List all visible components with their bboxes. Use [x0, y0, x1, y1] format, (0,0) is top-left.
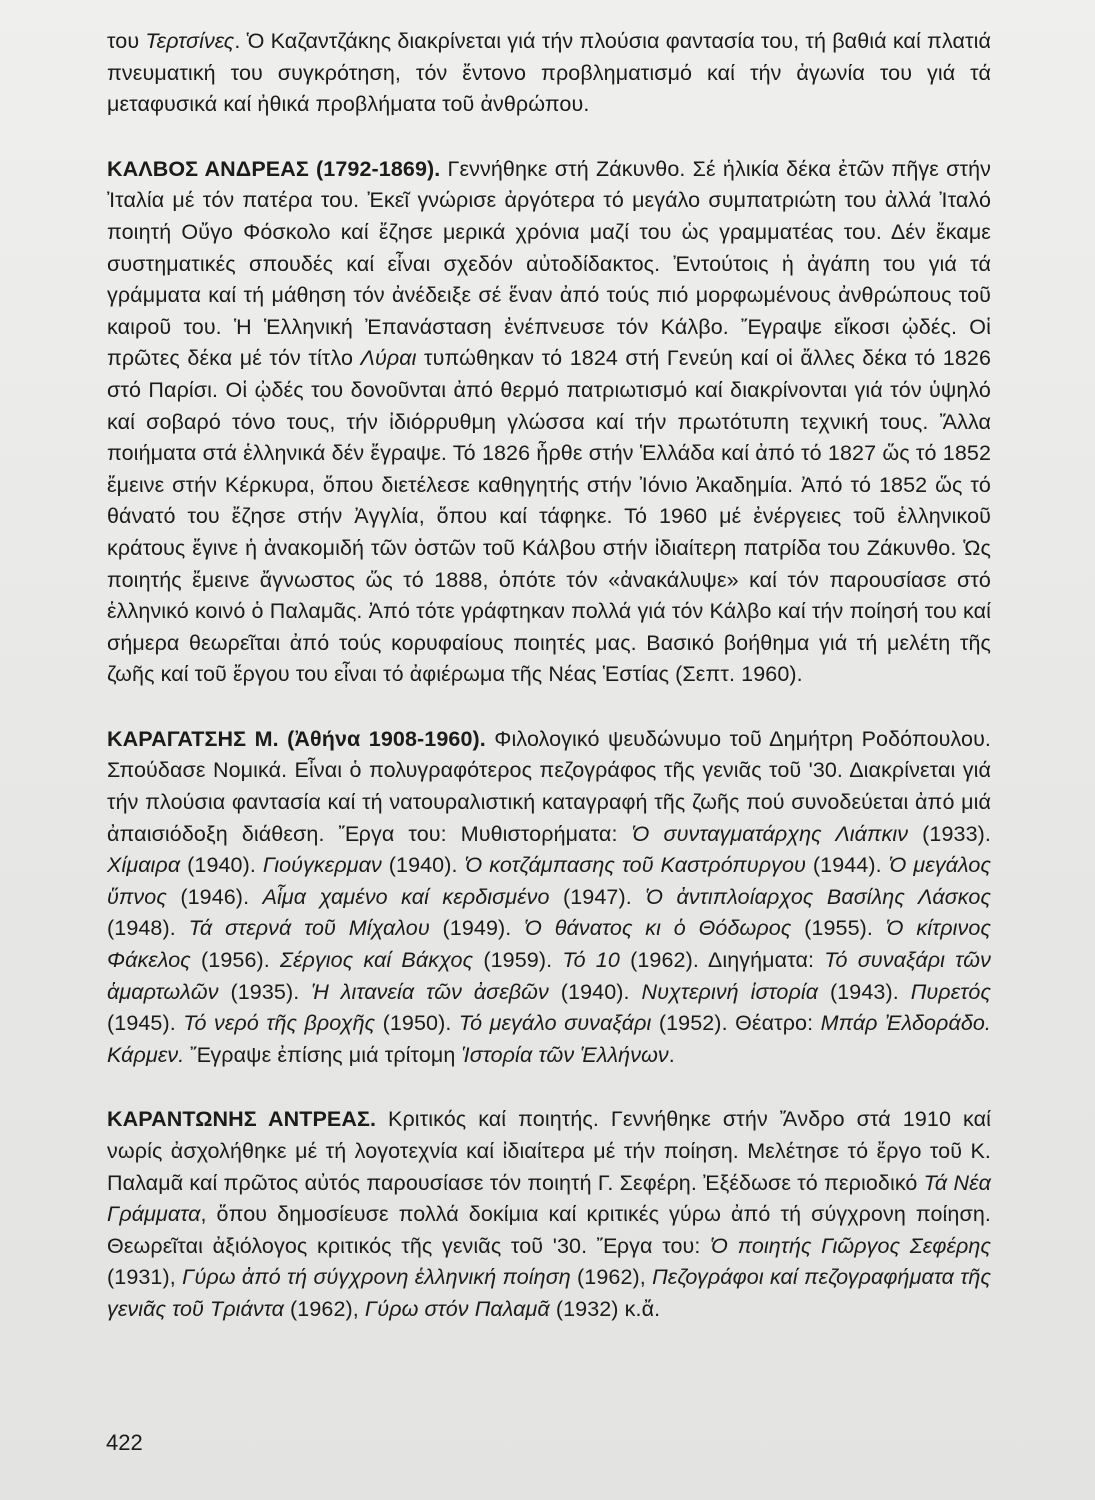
entry-kalvos: [107, 154, 991, 691]
entry-body: , ὅπου δημοσίευσε πολλά δοκίμια καί κριτικές γύρω ἀπό τή σύγχρονη ποίηση. Θεωρεῖται ἀξιόλογος κριτικός τῆς γενιᾶς τοῦ '30. Ἔργα του:: [107, 1202, 991, 1258]
intro-text-1: του: [107, 29, 146, 53]
work-year: (1933).: [908, 821, 991, 846]
work-title: Πεζογράφοι καί πεζογραφήματα τῆς γενιᾶς τοῦ Τριάντα: [107, 1265, 991, 1321]
work-title: Ὁ μεγάλος ὕπνος: [107, 853, 992, 909]
work-title: Μπάρ Ἐλδοράδο. Κάρμεν.: [107, 1011, 992, 1067]
work-title: Ὁ ποιητής Γιῶργος Σεφέρης: [710, 1233, 992, 1258]
work-title: Γιούγκερμαν: [262, 853, 382, 878]
work-title: Σέργιος καί Βάκχος: [280, 948, 474, 973]
work-year: (1946).: [166, 884, 263, 909]
entry-heading: ΚΑΛΒΟΣ ΑΝΔΡΕΑΣ (1792-1869).: [107, 156, 441, 181]
work-year: (1943).: [818, 979, 911, 1004]
intro-paragraph: [107, 26, 991, 121]
work-year: (1940).: [548, 979, 642, 1004]
work-title: Τό συναξάρι τῶν ἁμαρτωλῶν: [107, 948, 991, 1004]
text-column: [107, 26, 991, 1326]
work-year: (1950).: [375, 1011, 459, 1036]
work-title: Γύρω στόν Παλαμᾶ: [364, 1296, 550, 1321]
work-year: (1932) κ.ἄ.: [549, 1296, 661, 1321]
entry-heading: ΚΑΡΑΝΤΩΝΗΣ ΑΝΤΡΕΑΣ.: [107, 1107, 377, 1132]
work-year: .: [668, 1042, 675, 1067]
work-title: Αἷμα χαμένο καί κερδισμένο: [262, 884, 550, 909]
work-title: Ἱστορία τῶν Ἑλλήνων: [461, 1042, 669, 1067]
work-year: Ἔγραψε ἐπίσης μιά τρίτομη: [184, 1042, 462, 1067]
entry-karantonis: [107, 1104, 991, 1325]
entry-body: Γεννήθηκε στή Ζάκυνθο. Σέ ἡλικία δέκα ἐτῶν πῆγε στήν Ἰταλία μέ τόν πατέρα του. Ἐκεῖ γνώρισε ἀργότερα τό μεγάλο συμπατριώτη του ἀλλά Ἰταλό ποιητή Οὔγο Φόσκολο καί ἔζησε μερικά χρόνια μαζί του ὡς γραμματέας του. Δέν ἔκαμε συστηματικές σπουδές καί εἶναι σχεδόν αὐτοδίδακτος. Ἐντούτοις ἡ ἀγάπη του γιά τά γράμματα καί τή μάθηση τόν ἀνέδειξε σέ ἕναν ἀπό τούς πιό μορφωμένους ἀνθρώπους τοῦ καιροῦ του. Ἡ Ἑλληνική Ἐπανάσταση ἐνέπνευσε τόν Κάλβο. Ἔγραψε εἴκοσι ᾠδές. Οἱ πρῶτες δέκα μέ τόν τίτλο: [107, 156, 991, 371]
work-year: (1940).: [381, 853, 465, 878]
work-year: (1962),: [283, 1296, 365, 1321]
intro-text-2: . Ὁ Καζαντζάκης διακρίνεται γιά τήν πλούσια φαντασία του, τή βαθιά καί πλατιά πνευματική του συγκρότηση, τόν ἔντονο προβληματισμό καί τήν ἀγωνία του γιά τά μεταφυσικά καί ἠθικά προβλήματα τοῦ ἀνθρώπου.: [107, 29, 992, 117]
work-title: Νυχτερινή ἱστορία: [641, 979, 819, 1004]
work-year: (1962),: [570, 1265, 653, 1290]
work-title: Τά Νέα Γράμματα: [107, 1170, 991, 1227]
work-year: (1935).: [218, 979, 312, 1004]
work-year: (1962). Διηγήματα:: [619, 948, 825, 973]
work-title: Ὁ συνταγματάρχης Λιάπκιν: [631, 821, 909, 846]
work-year: (1931),: [107, 1265, 183, 1290]
work-title: Λύραι: [360, 346, 417, 371]
work-title: Ὁ θάνατος κι ὁ Θόδωρος: [524, 916, 792, 941]
entry-body: Φιλολογικό ψευδώνυμο τοῦ Δημήτρη Ροδόπουλου. Σπούδασε Νομικά. Εἶναι ὁ πολυγραφότερος πεζογράφος τῆς γενιᾶς τοῦ '30. Διακρίνεται γιά τήν πλούσια φαντασία καί τή νατουραλιστική καταγραφή τῆς ζωῆς πού συνοδεύεται ἀπό μιά ἀπαισιόδοξη διάθεση. Ἔργα του: Μυθιστορήματα:: [107, 726, 991, 846]
work-title: Γύρω ἀπό τή σύγχρονη ἑλληνική ποίηση: [182, 1265, 571, 1290]
work-title: Πυρετός: [910, 979, 992, 1004]
entry-karagatsis: [107, 724, 991, 1072]
work-year: (1955).: [791, 916, 886, 941]
work-year: (1944).: [805, 853, 889, 878]
work-year: (1940).: [180, 853, 263, 878]
entry-body: τυπώθηκαν τό 1824 στή Γενεύη καί οἱ ἄλλες δέκα τό 1826 στό Παρίσι. Οἱ ᾠδές του δονοῦνται ἀπό θερμό πατριωτισμό καί διακρίνονται γιά τόν ὑψηλό καί σοβαρό τόνο τους, τήν ἰδιόρρυθμη γλώσσα καί τήν πρωτότυπη τεχνική τους. Ἄλλα ποιήματα στά ἑλληνικά δέν ἔγραψε. Τό 1826 ἦρθε στήν Ἑλλάδα καί ἀπό τό 1827 ὥς τό 1852 ἔμεινε στήν Κέρκυρα, ὅπου διετέλεσε καθηγητής στήν Ἰόνιο Ἀκαδημία. Ἀπό τό 1852 ὥς τό θάνατό του ἔζησε στήν Ἀγγλία, ὅπου καί τάφηκε. Τό 1960 μέ ἐνέργειες τοῦ ἑλληνικοῦ κράτους ἔγινε ἡ ἀνακομιδή τῶν ὀστῶν τοῦ Κάλβου στήν ἰδιαίτερη πατρίδα του Ζάκυνθο. Ὡς ποιητής ἔμεινε ἄγνωστος ὥς τό 1888, ὁπότε τόν «ἀνακάλυψε» καί τόν παρουσίασε στό ἑλληνικό κοινό ὁ Παλαμᾶς. Ἀπό τότε γράφτηκαν πολλά γιά τόν Κάλβο καί τήν ποίησή του καί σήμερα θεωρεῖται ἀπό τούς κορυφαίους ποιητές μας. Βασικό βοήθημα γιά τή μελέτη τῆς ζωῆς καί τοῦ ἔργου του εἶναι τό ἀφιέρωμα τῆς Νέας Ἑστίας (Σεπτ. 1960).: [107, 346, 991, 687]
work-year: (1948).: [107, 916, 189, 941]
work-title: Ὁ κοτζάμπασης τοῦ Καστρόπυργου: [464, 853, 806, 878]
work-year: (1947).: [549, 884, 646, 909]
work-title: Ὁ ἀντιπλοίαρχος Βασίλης Λάσκος: [645, 884, 992, 909]
page-number: 422: [106, 1430, 143, 1455]
work-year: (1959).: [473, 948, 563, 973]
work-year: (1945).: [107, 1011, 184, 1036]
intro-italic-title: Τερτσίνες: [145, 29, 235, 53]
work-title: Τά στερνά τοῦ Μίχαλου: [188, 916, 430, 941]
entry-heading: ΚΑΡΑΓΑΤΣΗΣ Μ. (Ἀθήνα 1908-1960).: [107, 726, 486, 751]
work-title: Ἡ λιτανεία τῶν ἀσεβῶν: [311, 979, 549, 1004]
work-year: (1949).: [429, 916, 525, 941]
work-year: (1952). Θέατρο:: [651, 1011, 821, 1036]
work-title: Χίμαιρα: [107, 853, 181, 878]
work-title: Τό 10: [562, 948, 620, 973]
work-year: (1956).: [190, 948, 280, 973]
work-title: Τό μεγάλο συναξάρι: [458, 1011, 652, 1036]
entry-body: Κριτικός καί ποιητής. Γεννήθηκε στήν Ἄνδρο στά 1910 καί νωρίς ἀσχολήθηκε μέ τή λογοτεχνία καί ἰδιαίτερα μέ τήν ποίηση. Μελέτησε τό ἔργο τοῦ Κ. Παλαμᾶ καί πρῶτος αὐτός παρουσίασε τόν ποιητή Γ. Σεφέρη. Ἐξέδωσε τό περιοδικό: [107, 1107, 991, 1195]
work-title: Τό νερό τῆς βροχῆς: [183, 1011, 376, 1036]
work-title: Ὁ κίτρινος Φάκελος: [107, 916, 992, 973]
